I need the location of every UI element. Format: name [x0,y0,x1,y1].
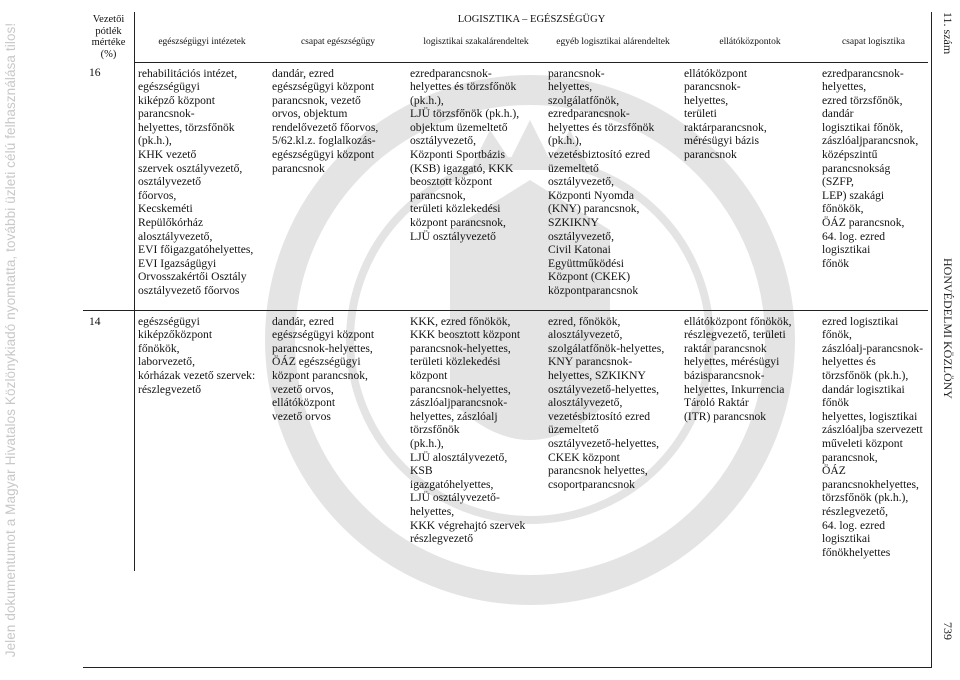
header-group: LOGISZTIKA – EGÉSZSÉGÜGY [457,14,606,25]
table-cell: dandár, ezred egészségügyi központ parancsnok, vezető orvos, objektum rendelővezető főorvos, 5/62.kl.z. foglalkozás- egészségügyi központ parancsnok [272,66,379,175]
issue-number: 11. szám [941,12,955,55]
col-header-supply-centers: ellátóközpontok [681,28,819,62]
col-header-other-logistics: egyéb logisztikai alárendeltek [545,28,681,62]
header-percent-label: Vezetői pótlék mértéke (%) [91,14,126,60]
page-number: 739 [941,622,955,640]
table-row [83,62,928,310]
col-header-health-institutes: egészségügyi intézetek [135,28,270,62]
table-cell: parancsnok- helyettes, szolgálatfőnök, ezredparancsnok- helyettes és törzsfőnök (pk.h.), vezetésbiztosító ezred üzemeltető osztályvezető, Központi Nyomda (KNY) parancsnok, SZKIKNY osztályvezető, Civil Katonai Együttműködési Központ (CKEK) központparancsnok [548,66,655,297]
table-cell: ellátóközpont főnökök, részlegvezető, területi raktár parancsnok helyettes, mérésügyi bázisparancsnok- helyettes, Inkurrencia Tároló Raktár (ITR) parancsnok [681,310,819,571]
table-cell: ellátóközpont parancsnok- helyettes, területi raktárparancsnok, mérésügyi bázis parancsnok [684,66,767,162]
table-cell: ezredparancsnok- helyettes, ezred törzsfőnök, dandár logisztikai főnök, zászlóaljparancsnok, középszintű parancsnokság (SZFP, LEP) szakági főnökök, ÖÁZ parancsnok, 64. log. ezred logisztikai főnök [822,66,919,270]
col-header-troop-health: csapat egészségügy [269,28,407,62]
table-cell: KKK, ezred főnökök, KKK beosztott központ parancsnok-helyettes, területi közlekedési központ parancsnok-helyettes, zászlóaljparancsnok- helyettes, zászlóalj törzsfőnök (pk.h.), LJÜ alosztályvezető, KSB igazgatóhelyettes, LJÜ osztályvezető- helyettes, KKK végrehajtó szervek részlegvezető [407,310,545,571]
table-row [83,310,928,571]
pct-cell: 16 [83,62,135,310]
table-cell: egészségügyi kiképzőközpont főnökök, laborvezető, kórházak vezető szervek: részlegvezető [135,310,270,571]
right-border-rule [931,12,932,668]
table-cell: dandár, ezred egészségügyi központ parancsnok-helyettes, ÖÁZ egészségügyi központ parancsnok, vezető orvos, ellátóközpont vezető orvos [269,310,407,571]
watermark-text: Jelen dokumentumot a Magyar Hivatalos Közlönykiadó nyomtatta, további üzleti célú felhasználása tilos! [3,22,18,658]
table-cell: ezred, főnökök, alosztályvezető, szolgálatfőnök-helyettes, KNY parancsnok- helyettes, SZKIKNY osztályvezető-helyettes, alosztályvezető, vezetésbiztosító ezred üzemeltető osztályvezető-helyettes, CKEK központ parancsnok helyettes, csoportparancsnok [545,310,681,571]
bottom-border-rule [83,667,931,668]
header-percent [83,12,135,62]
position-table [83,12,928,571]
journal-title: HONVÉDELMI KÖZLÖNY [941,258,955,399]
table-cell: ezred logisztikai főnök, zászlóalj-parancsnok- helyettes és törzsfőnök (pk.h.), dandár logisztikai főnök helyettes, logisztikai zászlóaljba szervezett műveleti központ parancsnok, ÖÁZ parancsnokhelyettes, törzsfőnök (pk.h.), részlegvezető, 64. log. ezred logisztikai főnökhelyettes [819,310,928,571]
pct-cell: 14 [83,310,135,571]
table-cell: rehabilitációs intézet, egészségügyi kiképző központ parancsnok- helyettes, törzsfőnök (pk.h.), KHK vezető szervek osztályvezető, osztályvezető főorvos, Kecskeméti Repülőkórház alosztályvezető, EVI főigazgatóhelyettes, EVI Igazságügyi Orvosszakértői Osztály osztályvezető főorvos [138,66,254,297]
col-header-troop-logistics: csapat logisztika [819,28,928,62]
col-header-logistics-subordinates: logisztikai szakalárendeltek [407,28,545,62]
table-cell: ezredparancsnok- helyettes és törzsfőnök (pk.h.), LJÜ törzsfőnök (pk.h.), objektum üzemeltető osztályvezető, Központi Sportbázis (KSB) igazgató, KKK beosztott központ parancsnok, területi közlekedési központ parancsnok, LJÜ osztályvezető [410,66,520,243]
